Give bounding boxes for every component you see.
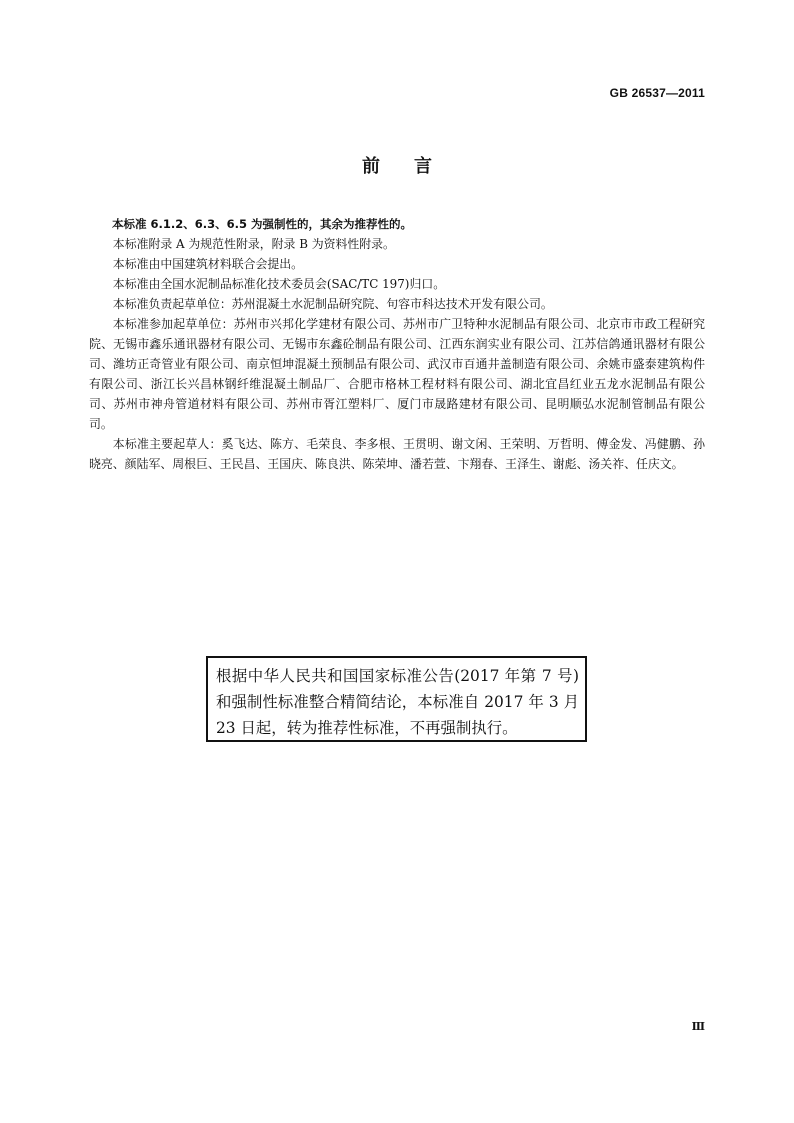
page-title: 前言 xyxy=(362,156,466,177)
paragraph-proposer: 本标准由中国建筑材料联合会提出。 xyxy=(112,257,304,271)
paragraph-participating-drafters: 本标准参加起草单位：苏州市兴邦化学建材有限公司、苏州市广卫特种水泥制品有限公司、北京市市政工程研究院、无锡市鑫乐通讯器材有限公司、无锡市东鑫砼制品有限公司、江西东润实业有限公司、江苏信鸽通讯器材有限公司、潍坊正奇管业有限公司、南京恒坤混凝土预制品有限公司、武汉市百通井盖制造有限公司、余姚市盛泰建筑构件有限公司、浙江长兴昌林钢纤维混凝土制品厂、合肥市格林工程材料有限公司、湖北宜昌红业五龙水泥制品有限公司、苏州市神舟管道材料有限公司、苏州市胥江塑料厂、厦门市晟路建材有限公司、昆明顺弘水泥制管制品有限公司。 xyxy=(89,317,705,431)
paragraph-main-drafters: 本标准主要起草人：奚飞达、陈方、毛荣良、李多根、王贯明、谢文闲、王荣明、万哲明、傅金发、冯健鹏、孙晓亮、颜陆军、周根巨、王民昌、王国庆、陈良洪、陈荣坤、潘若萱、卞翔春、王泽生、谢彪、汤关祚、任庆文。 xyxy=(89,437,705,471)
page-number: Ⅲ xyxy=(691,1020,705,1033)
paragraph-technical-committee: 本标准由全国水泥制品标准化技术委员会(SAC/TC 197)归口。 xyxy=(112,277,446,291)
paragraph-lead-drafters: 本标准负责起草单位：苏州混凝土水泥制品研究院、句容市科达技术开发有限公司。 xyxy=(112,297,553,311)
foreword-body xyxy=(89,214,705,474)
paragraph-annexes: 本标准附录 A 为规范性附录，附录 B 为资料性附录。 xyxy=(112,237,395,251)
paragraph-mandatory-clauses: 本标准 6.1.2、6.3、6.5 为强制性的，其余为推荐性的。 xyxy=(112,217,412,231)
standard-code: GB 26537—2011 xyxy=(609,86,705,100)
status-notice-box: 根据中华人民共和国国家标准公告(2017 年第 7 号)和强制性标准整合精简结论，本标准自 2017 年 3 月 23 日起，转为推荐性标准，不再强制执行。 xyxy=(206,656,587,742)
